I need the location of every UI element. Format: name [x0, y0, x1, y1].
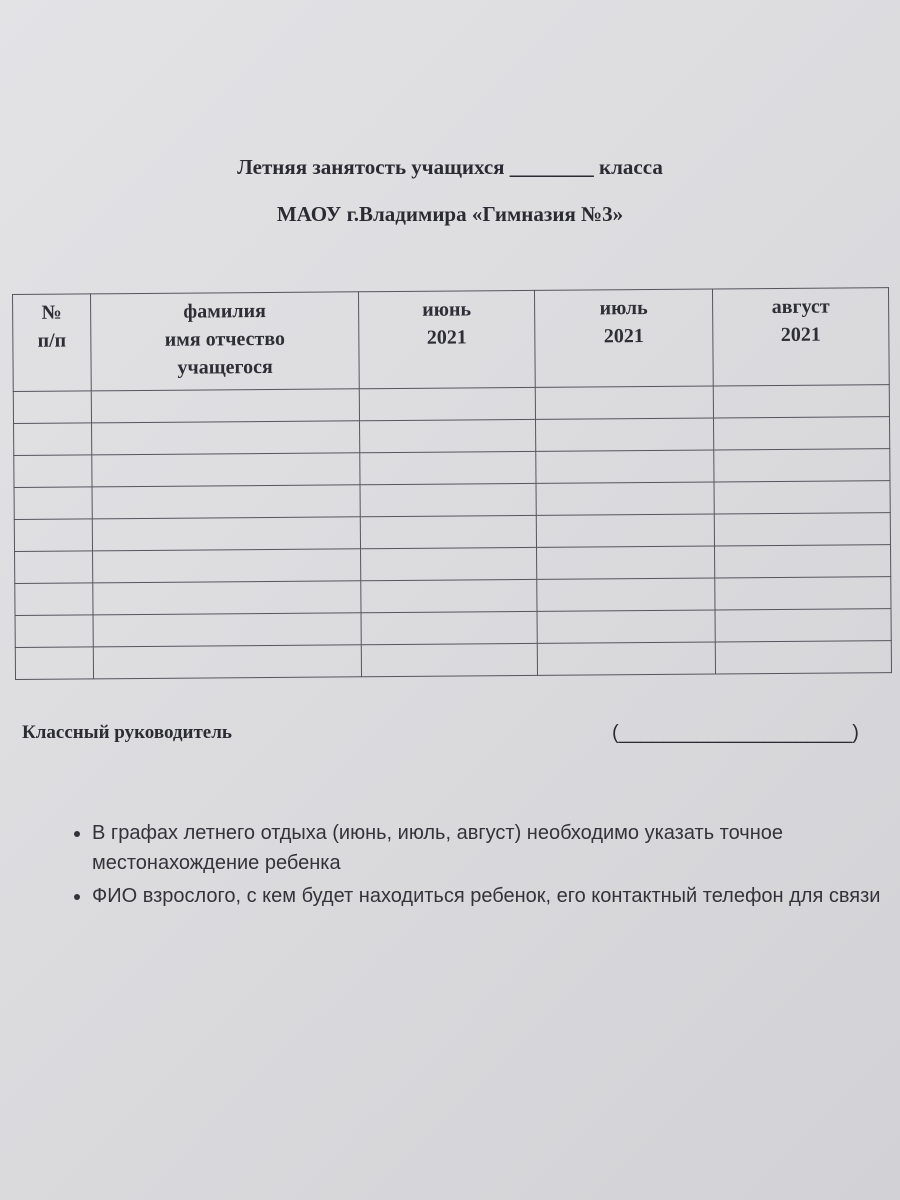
table-cell — [537, 546, 715, 579]
table-cell — [359, 387, 535, 420]
signature-blank: (_____________________) — [612, 722, 859, 744]
document-title: Летняя занятость учащихся ________ класса — [237, 155, 663, 179]
table-cell — [14, 455, 92, 488]
table-cell — [92, 421, 360, 455]
table-cell — [15, 647, 93, 680]
header-student-name: фамилия имя отчество учащегося — [91, 292, 360, 391]
table-cell — [535, 386, 713, 419]
table-cell — [714, 481, 890, 514]
note-item: • В графах летнего отдыха (июнь, июль, август) необходимо указать точное местонахождение ребенка — [92, 818, 892, 878]
table-cell — [536, 418, 714, 451]
summer-occupation-table — [12, 287, 892, 680]
table-cell — [714, 449, 890, 482]
table-cell — [93, 581, 361, 615]
table-cell — [537, 610, 715, 643]
header-number: № п/п — [13, 294, 92, 392]
table-cell — [361, 643, 537, 676]
table-cell — [537, 578, 715, 611]
table-cell — [93, 613, 361, 647]
table-cell — [360, 515, 536, 548]
table-cell — [715, 577, 891, 610]
table-cell — [15, 583, 93, 616]
note-item: • ФИО взрослого, с кем будет находиться ребенок, его контактный телефон для связи — [92, 881, 892, 911]
table-cell — [537, 642, 715, 675]
table-cell — [15, 551, 93, 584]
table-cell — [536, 450, 714, 483]
table-cell — [714, 513, 890, 546]
school-name: МАОУ г.Владимира «Гимназия №3» — [276, 202, 624, 226]
table-cell — [360, 451, 536, 484]
table-cell — [713, 385, 889, 418]
table-cell — [92, 517, 360, 551]
table-cell — [13, 391, 91, 424]
table-cell — [536, 482, 714, 515]
table-cell — [360, 419, 536, 452]
table-row — [15, 641, 891, 680]
table-cell — [92, 453, 360, 487]
table-body — [13, 385, 891, 680]
table-cell — [715, 641, 891, 674]
header-august: август 2021 — [712, 288, 889, 386]
table-cell — [93, 549, 361, 583]
table-cell — [92, 485, 360, 519]
table-cell — [91, 389, 359, 423]
header-june: июнь 2021 — [358, 290, 535, 388]
table-cell — [715, 609, 891, 642]
table-cell — [361, 611, 537, 644]
table-cell — [360, 483, 536, 516]
table-cell — [536, 514, 714, 547]
table-header-row — [13, 288, 890, 392]
table-cell — [14, 487, 92, 520]
table-cell — [14, 519, 92, 552]
table-cell — [93, 645, 361, 679]
header-july: июль 2021 — [534, 289, 713, 387]
table-cell — [713, 417, 889, 450]
table-cell — [361, 579, 537, 612]
notes-list — [58, 818, 892, 914]
table-cell — [14, 423, 92, 456]
class-teacher-label: Классный руководитель — [22, 722, 232, 743]
table-cell — [715, 545, 891, 578]
table-cell — [361, 547, 537, 580]
table-cell — [15, 615, 93, 648]
